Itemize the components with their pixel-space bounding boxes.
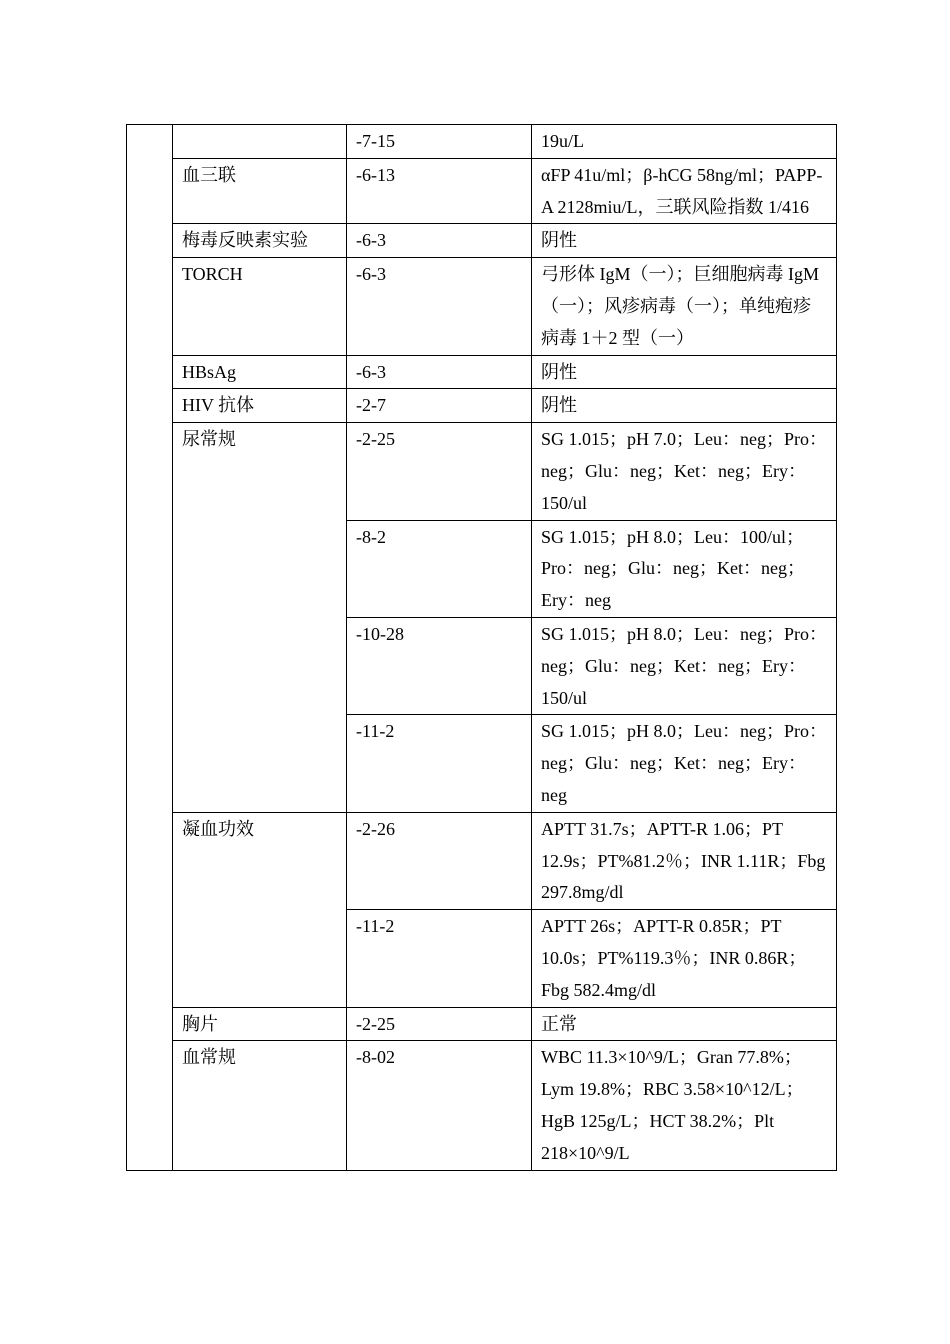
result-cell: 阴性 (532, 224, 837, 258)
date-cell: -11-2 (347, 910, 532, 1007)
date-cell: -2-25 (347, 1007, 532, 1041)
test-name-cell: HIV 抗体 (173, 389, 347, 423)
date-cell: -11-2 (347, 715, 532, 812)
test-name-cell: 胸片 (173, 1007, 347, 1041)
result-cell: SG 1.015；pH 7.0；Leu：neg；Pro：neg；Glu：neg；Ket：neg；Ery：150/ul (532, 423, 837, 520)
result-cell: 19u/L (532, 125, 837, 159)
date-cell: -2-7 (347, 389, 532, 423)
result-cell: 弓形体 IgM（一）；巨细胞病毒 IgM（一）；风疹病毒（一）；单纯疱疹病毒 1＋2 型（一） (532, 258, 837, 355)
table-row (127, 125, 837, 159)
test-name-cell: 梅毒反映素实验 (173, 224, 347, 258)
date-cell: -6-3 (347, 258, 532, 355)
result-cell: 阴性 (532, 355, 837, 389)
table-row (127, 224, 837, 258)
table-row (127, 258, 837, 355)
table-row (127, 158, 837, 224)
table-row (127, 1041, 837, 1170)
date-cell: -10-28 (347, 617, 532, 714)
test-name-cell (173, 125, 347, 159)
result-cell: αFP 41u/ml；β-hCG 58ng/ml；PAPP-A 2128miu/L，三联风险指数 1/416 (532, 158, 837, 224)
test-name-cell: HBsAg (173, 355, 347, 389)
result-cell: SG 1.015；pH 8.0；Leu：100/ul；Pro：neg；Glu：neg；Ket：neg；Ery：neg (532, 520, 837, 617)
result-cell: SG 1.015；pH 8.0；Leu：neg；Pro：neg；Glu：neg；Ket：neg；Ery：150/ul (532, 617, 837, 714)
result-cell: 正常 (532, 1007, 837, 1041)
table-row (127, 355, 837, 389)
date-cell: -8-02 (347, 1041, 532, 1170)
left-merged-cell (127, 125, 173, 1171)
lab-results-table (126, 124, 837, 1171)
table-row (127, 812, 837, 909)
test-name-cell: TORCH (173, 258, 347, 355)
date-cell: -6-3 (347, 355, 532, 389)
date-cell: -2-25 (347, 423, 532, 520)
test-name-cell: 凝血功效 (173, 812, 347, 1007)
table-row (127, 423, 837, 520)
result-cell: SG 1.015；pH 8.0；Leu：neg；Pro：neg；Glu：neg；Ket：neg；Ery：neg (532, 715, 837, 812)
result-cell: WBC 11.3×10^9/L；Gran 77.8%；Lym 19.8%；RBC 3.58×10^12/L；HgB 125g/L；HCT 38.2%；Plt 218×10^9/L (532, 1041, 837, 1170)
date-cell: -6-3 (347, 224, 532, 258)
test-name-cell: 血三联 (173, 158, 347, 224)
table-row (127, 389, 837, 423)
test-name-cell: 尿常规 (173, 423, 347, 813)
date-cell: -7-15 (347, 125, 532, 159)
result-cell: APTT 31.7s；APTT-R 1.06；PT 12.9s；PT%81.2％；INR 1.11R；Fbg 297.8mg/dl (532, 812, 837, 909)
date-cell: -2-26 (347, 812, 532, 909)
table-row (127, 1007, 837, 1041)
date-cell: -8-2 (347, 520, 532, 617)
result-cell: APTT 26s；APTT-R 0.85R；PT 10.0s；PT%119.3％；INR 0.86R；Fbg 582.4mg/dl (532, 910, 837, 1007)
date-cell: -6-13 (347, 158, 532, 224)
test-name-cell: 血常规 (173, 1041, 347, 1170)
result-cell: 阴性 (532, 389, 837, 423)
